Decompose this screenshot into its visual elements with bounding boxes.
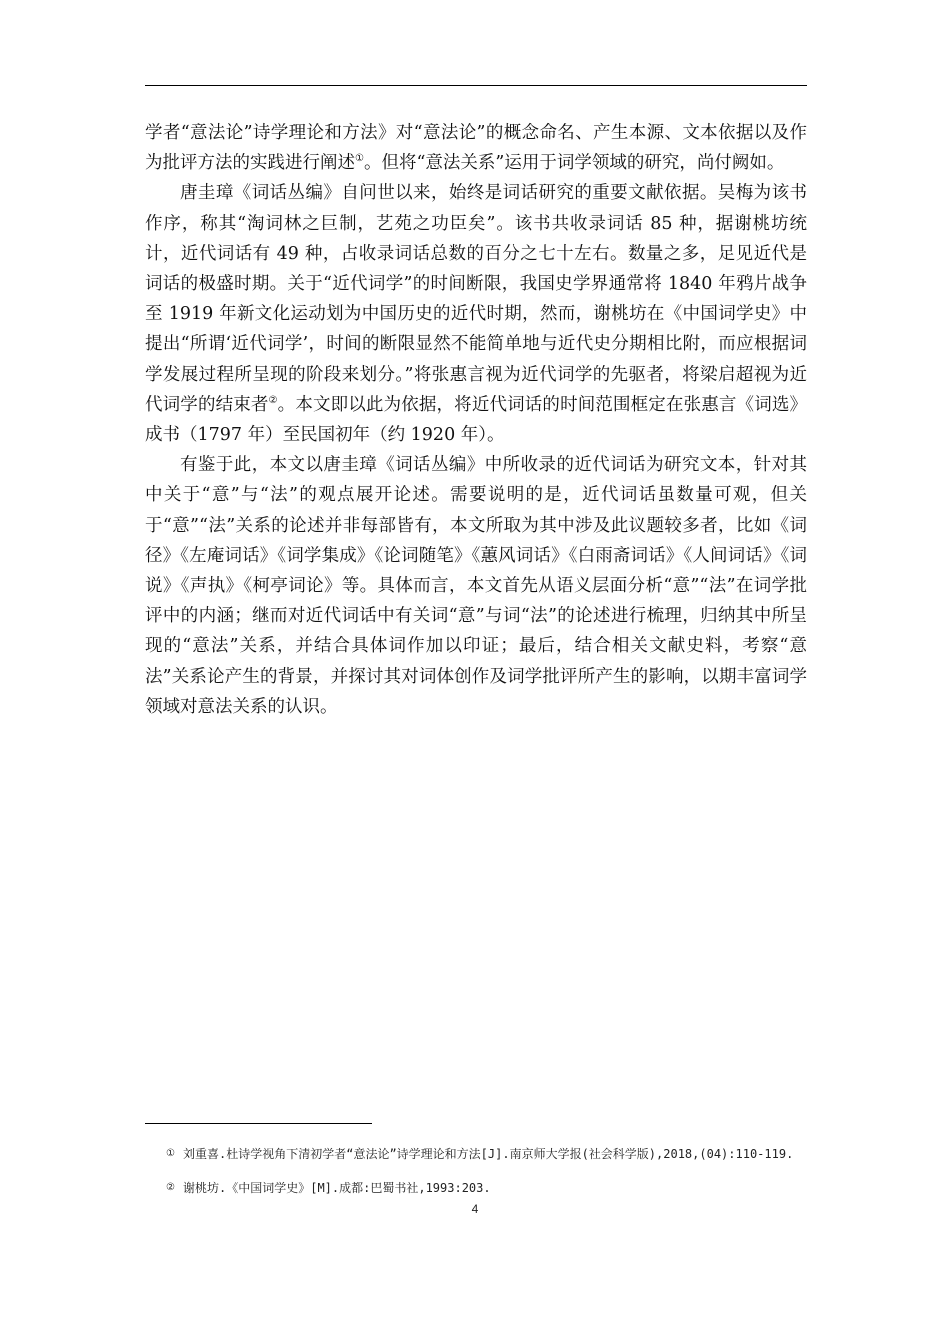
footnotes (145, 1140, 807, 1208)
footnote-2-number: ② (166, 1182, 175, 1193)
footnote-separator (145, 1123, 372, 1124)
body-text (145, 118, 807, 722)
header-rule (145, 85, 807, 86)
paragraph-1-text-b: 。但将“意法关系”运用于词学领域的研究，尚付阙如。 (363, 153, 785, 174)
paragraph-2-text-b: 。本文即以此为依据，将近代词话的时间范围框定在张惠言《词选》成书（1797 年）至民国初年（约 1920 年）。 (145, 394, 808, 446)
footnote-1 (145, 1140, 807, 1168)
page-number: 4 (471, 1202, 479, 1216)
footnote-2 (145, 1174, 807, 1202)
footnote-ref-2[interactable]: ② (268, 395, 278, 406)
footnote-1-text: 刘重喜.杜诗学视角下清初学者“意法论”诗学理论和方法[J].南京师大学报(社会科学版),2018,(04):110-119. (183, 1147, 794, 1161)
footnote-1-number: ① (166, 1148, 175, 1159)
paragraph-2 (145, 178, 807, 450)
footnote-ref-1[interactable]: ① (355, 153, 364, 165)
footnote-2-text: 谢桃坊.《中国词学史》[M].成都:巴蜀书社,1993:203. (183, 1181, 491, 1195)
paragraph-3: 有鉴于此，本文以唐圭璋《词话丛编》中所收录的近代词话为研究文本，针对其中关于“意”与“法”的观点展开论述。需要说明的是，近代词话虽数量可观，但关于“意”“法”关系的论述并非每部皆有，本文所取为其中涉及此议题较多者，比如《词径》《左庵词话》《词学集成》《论词随笔》《蕙风词话》《白雨斋词话》《人间词话》《词说》《声执》《柯亭词论》等。具体而言，本文首先从语义层面分析“意”“法”在词学批评中的内涵；继而对近代词话中有关词“意”与词“法”的论述进行梳理，归纳其中所呈现的“意法”关系，并结合具体词作加以印证；最后，结合相关文献史料，考察“意法”关系论产生的背景，并探讨其对词体创作及词学批评所产生的影响，以期丰富词学领域对意法关系的认识。 (145, 455, 807, 717)
paragraph-1 (145, 118, 807, 178)
paragraph-1-text-a: 学者“意法论”诗学理论和方法》对“意法论”的概念命名、产生本源、文本依据以及作为批评方法的实践进行阐述 (145, 123, 807, 174)
paragraph-2-text-a: 唐圭璋《词话丛编》自问世以来，始终是词话研究的重要文献依据。吴梅为该书作序，称其“淘词林之巨制，艺苑之功臣矣”。该书共收录词话 85 种，据谢桃坊统计，近代词话有 49 种，占收录词话总数的百分之七十左右。数量之多，足见近代是词话的极盛时期。关于“近代词学”的时间断限，我国史学界通常将 1840 年鸦片战争至 1919 年新文化运动划为中国历史的近代时期，然而，谢桃坊在《中国词学史》中提出“所谓‘近代词学’，时间的断限显然不能简单地与近代史分期相比附，而应根据词学发展过程所呈现的阶段来划分。”将张惠言视为近代词学的先驱者，将梁启超视为近代词学的结束者 (145, 183, 807, 415)
